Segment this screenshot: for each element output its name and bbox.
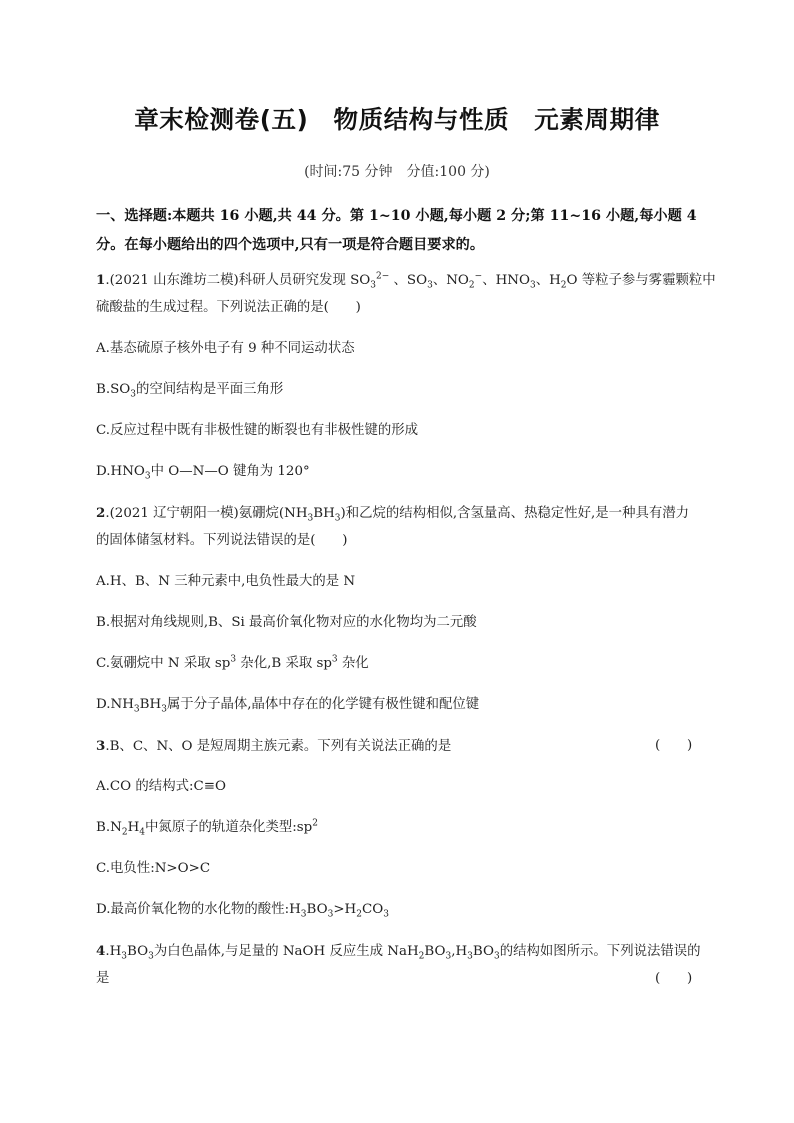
question-4-answer-blank[interactable]: ( ) — [655, 971, 693, 986]
question-4-stem-line-2: 是 — [96, 971, 110, 986]
question-3-option-d[interactable]: D.最高价氧化物的水化物的酸性$:H_3BO_3>H_2CO_3$ — [96, 902, 389, 920]
question-3-option-c[interactable]: C.电负性:N>O>C — [96, 861, 211, 876]
question-1-option-b[interactable]: $B.SO_3$的空间结构是平面三角形 — [96, 382, 284, 400]
question-number: 2 — [96, 505, 106, 521]
question-1-stem-line-1: 1.(2021 山东潍坊二模)科研人员研究发现 $SO_3^{2-}$ 、$SO_3$、$NO_2^-$、$HNO_3$、$H_2O$ 等粒子参与雾霾颗粒中 — [96, 271, 716, 291]
question-number: 1 — [96, 272, 106, 288]
question-number: 3 — [96, 738, 106, 754]
page-subtitle: (时间:75 分钟 分值:100 分) — [304, 164, 490, 180]
question-1-stem-line-2: 硫酸盐的生成过程。下列说法正确的是( ) — [96, 300, 361, 315]
question-2-option-d[interactable]: $D.NH_3BH_3$属于分子晶体,晶体中存在的化学键有极性键和配位键 — [96, 697, 480, 715]
question-2-stem-line-2: 的固体储氢材料。下列说法错误的是( ) — [96, 533, 348, 548]
section-line-1: 一、选择题:本题共 16 小题,共 44 分。第 1~10 小题,每小题 2 分;第 11~16 小题,每小题 4 — [96, 208, 697, 224]
question-1-option-d[interactable]: $D.HNO_3$中 O—N—O 键角为 120° — [96, 464, 310, 482]
question-1-option-c[interactable]: C.反应过程中既有非极性键的断裂也有非极性键的形成 — [96, 423, 419, 438]
section-line-2: 分。在每小题给出的四个选项中,只有一项是符合题目要求的。 — [96, 237, 485, 253]
section-instructions — [96, 202, 706, 260]
question-3-option-b[interactable]: $B.N_2H_4$中氮原子的轨道杂化类型$:sp^2$ — [96, 818, 318, 838]
question-3-answer-blank[interactable]: ( ) — [655, 738, 693, 753]
question-2-option-b[interactable]: B.根据对角线规则,B、Si 最高价氧化物对应的水化物均为二元酸 — [96, 615, 477, 630]
page-title: 章末检测卷(五) 物质结构与性质 元素周期律 — [134, 105, 660, 134]
question-2-option-c[interactable]: C.氨硼烷中 N 采取 $sp^3$ 杂化,B 采取 $sp^3$ 杂化 — [96, 654, 369, 671]
question-1-option-a[interactable]: A.基态硫原子核外电子有 9 种不同运动状态 — [96, 341, 355, 356]
question-4-stem-line-1: $4.H_3BO_3$为白色晶体,与足量的 NaOH 反应生成 $NaH_2BO_3,H_3BO_3$的结构如图所示。下列说法错误的 — [96, 943, 701, 962]
question-2-option-a[interactable]: A.H、B、N 三种元素中,电负性最大的是 N — [96, 574, 356, 589]
question-number: 4 — [96, 943, 106, 959]
question-2-stem-line-1: 2.(2021 辽宁朝阳一模)氨硼烷$(NH_3BH_3)$和乙烷的结构相似,含氢量高、热稳定性好,是一种具有潜力 — [96, 505, 690, 524]
question-3-stem: 3.B、C、N、O 是短周期主族元素。下列有关说法正确的是 — [96, 738, 452, 754]
question-3-option-a[interactable]: A.CO 的结构式:C≡O — [96, 779, 226, 794]
